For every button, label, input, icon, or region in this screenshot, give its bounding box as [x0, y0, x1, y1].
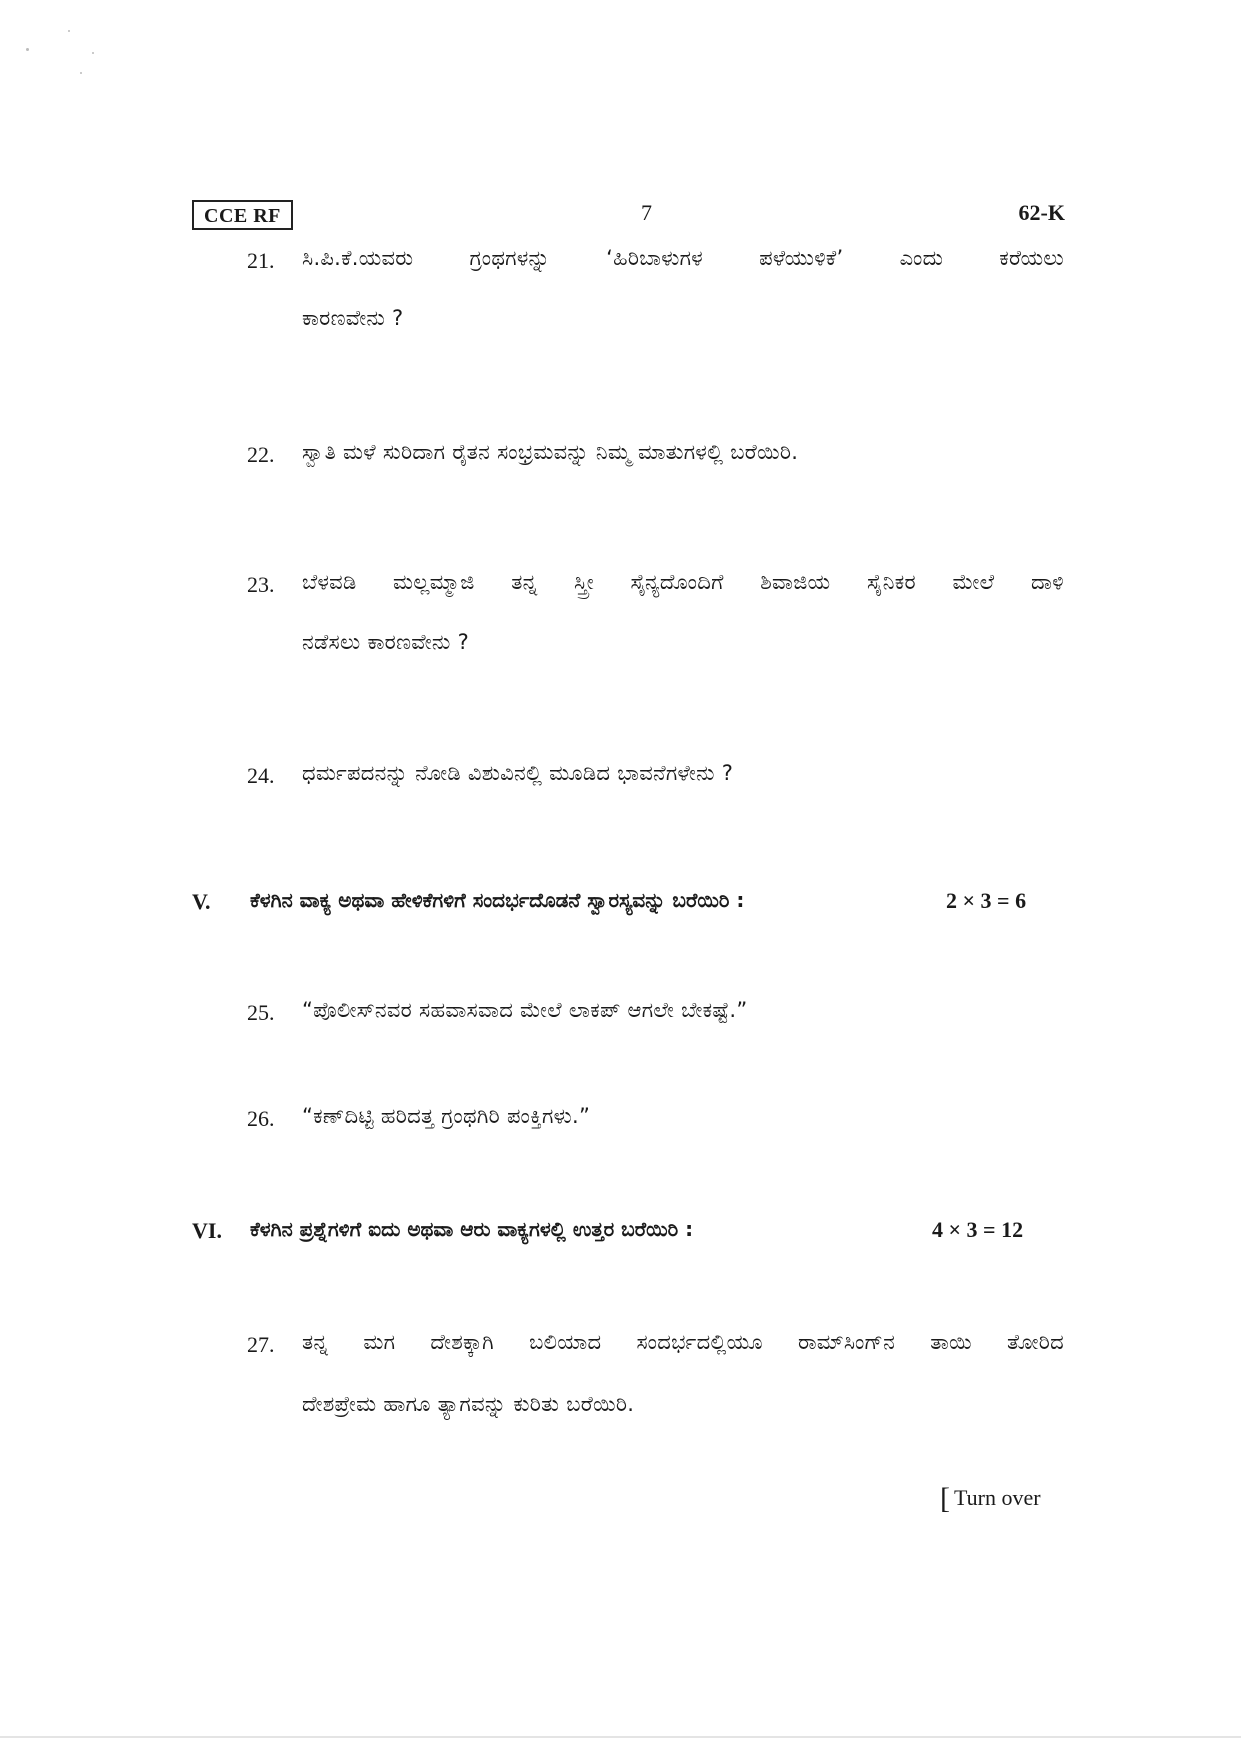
- paper-code: 62-K: [1018, 200, 1065, 225]
- scan-speck: [80, 72, 82, 74]
- quotation-text: “ಕಣ್‌ದಿಟ್ಟಿ ಹರಿದತ್ತ ಗ್ರಂಥಗಿರಿ ಪಂಕ್ತಿಗಳು.”: [302, 1104, 591, 1128]
- scan-edge-line: [0, 1736, 1241, 1738]
- question-text-line: ಬೆಳವಡಿ ಮಲ್ಲಮ್ಮಾಜಿ ತನ್ನ ಸ್ತ್ರೀ ಸೈನ್ಯದೊಂದಿಗೆ ಶಿವಾಜಿಯ ಸೈನಿಕರ ಮೇಲೆ ದಾಳಿ: [302, 570, 1064, 594]
- scan-speck: [68, 30, 70, 32]
- question-text-line: ದೇಶಪ್ರೇಮ ಹಾಗೂ ತ್ಯಾಗವನ್ನು ಕುರಿತು ಬರೆಯಿರಿ.: [302, 1392, 635, 1416]
- question-number: 26.: [247, 1106, 275, 1131]
- scan-speck: [26, 48, 29, 51]
- scan-speck: [92, 52, 94, 54]
- question-number: 27.: [247, 1332, 275, 1357]
- question-number: 23.: [247, 572, 275, 597]
- question-number: 24.: [247, 763, 275, 788]
- page-header: [192, 200, 1065, 234]
- section-marks: 2 × 3 = 6: [946, 888, 1027, 913]
- question-number: 22.: [247, 442, 275, 467]
- section-instruction: ಕೆಳಗಿನ ಪ್ರಶ್ನೆಗಳಿಗೆ ಐದು ಅಥವಾ ಆರು ವಾಕ್ಯಗಳಲ್ಲಿ ಉತ್ತರ ಬರೆಯಿರಿ :: [250, 1217, 694, 1241]
- question-number: 25.: [247, 1000, 275, 1025]
- question-text-line: ಸ್ವಾತಿ ಮಳೆ ಸುರಿದಾಗ ರೈತನ ಸಂಭ್ರಮವನ್ನು ನಿಮ್ಮ ಮಾತುಗಳಲ್ಲಿ ಬರೆಯಿರಿ.: [302, 440, 799, 464]
- section-number: VI.: [192, 1218, 222, 1243]
- page-number: 7: [641, 200, 652, 225]
- quotation-text: “ಪೊಲೀಸ್‌ನವರ ಸಹವಾಸವಾದ ಮೇಲೆ ಲಾಕಪ್ ಆಗಲೇ ಬೇಕಷ್ಟೆ.”: [302, 998, 748, 1022]
- question-text-line: ನಡೆಸಲು ಕಾರಣವೇನು ?: [302, 630, 470, 654]
- exam-code-box: CCE RF: [192, 200, 293, 230]
- section-marks: 4 × 3 = 12: [932, 1217, 1024, 1242]
- section-number: V.: [192, 889, 211, 914]
- turn-over-note: [940, 1482, 1041, 1516]
- bracket-mark: [: [940, 1482, 950, 1515]
- section-instruction: ಕೆಳಗಿನ ವಾಕ್ಯ ಅಥವಾ ಹೇಳಿಕೆಗಳಿಗೆ ಸಂದರ್ಭದೊಡನೆ ಸ್ವಾರಸ್ಯವನ್ನು ಬರೆಯಿರಿ :: [250, 888, 745, 912]
- question-text-line: ತನ್ನ ಮಗ ದೇಶಕ್ಕಾಗಿ ಬಲಿಯಾದ ಸಂದರ್ಭದಲ್ಲಿಯೂ ರಾಮ್‌ಸಿಂಗ್‌ನ ತಾಯಿ ತೋರಿದ: [302, 1330, 1064, 1354]
- question-text-line: ಕಾರಣವೇನು ?: [302, 306, 404, 330]
- question-number: 21.: [247, 248, 275, 273]
- question-text-line: ಸಿ.ಪಿ.ಕೆ.ಯವರು ಗ್ರಂಥಗಳನ್ನು ‘ಹಿರಿಬಾಳುಗಳ ಪಳೆಯುಳಿಕೆ’ ಎಂದು ಕರೆಯಲು: [302, 246, 1064, 270]
- question-text-line: ಧರ್ಮಪದನನ್ನು ನೋಡಿ ವಿಶುವಿನಲ್ಲಿ ಮೂಡಿದ ಭಾವನೆಗಳೇನು ?: [302, 761, 734, 785]
- turn-over-text: Turn over: [954, 1485, 1041, 1510]
